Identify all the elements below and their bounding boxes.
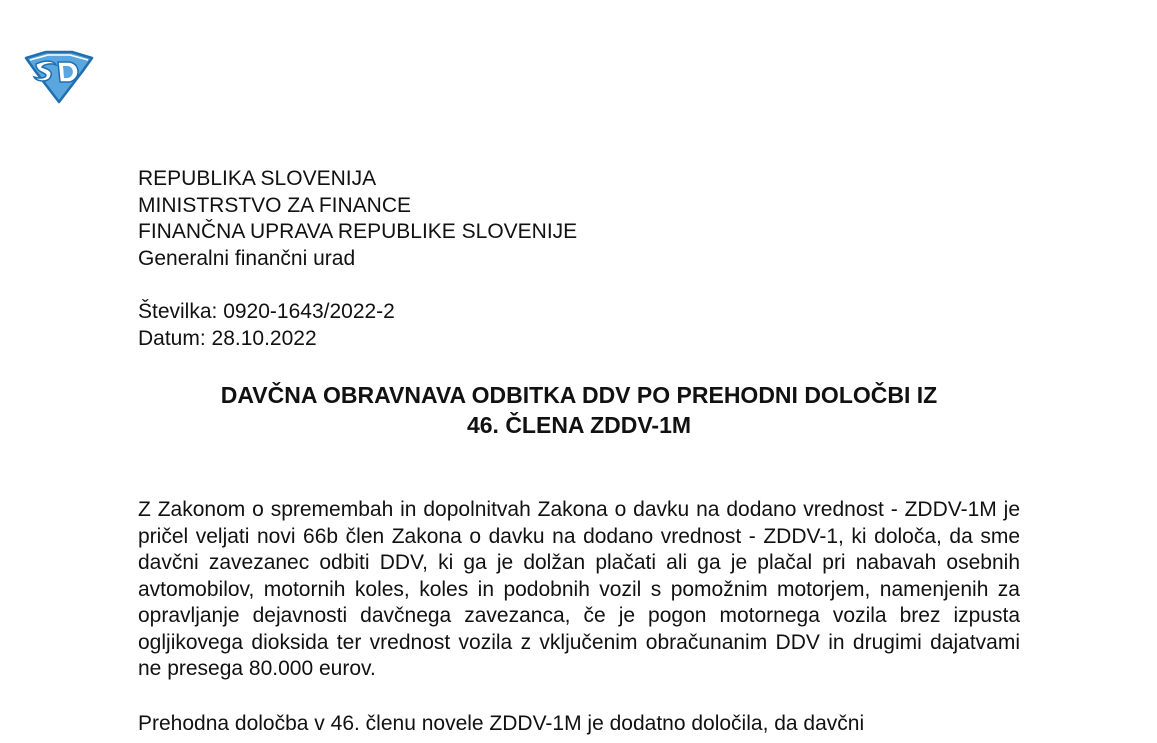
title-line-1: DAVČNA OBRAVNAVA ODBITKA DDV PO PREHODNI DOLOČBI IZ [220,382,938,408]
header-country: REPUBLIKA SLOVENIJA [138,167,377,190]
document-date: Datum: 28.10.2022 [138,326,317,350]
fu-logo-icon [22,48,96,104]
header-administration: FINANČNA UPRAVA REPUBLIKE SLOVENIJE [138,220,578,243]
title-line-2: 46. ČLENA ZDDV-1M [466,412,692,438]
institution-header [138,166,838,272]
body-paragraph-1: Z Zakonom o spremembah in dopolnitvah Zakona o davku na dodano vrednost - ZDDV-1M je pričel veljati novi 66b člen Zakona o davku na dodano vrednost - ZDDV-1, ki določa, da sme davčni zavezanec odbiti DDV, ki ga je dolžan plačati ali ga je plačal pri nabavah osebnih avtomobilov, motornih koles, koles in podobnih vozil s pomožnim motorjem, namenjenih za opravljanje dejavnosti davčnega zavezanca, če je pogon motornega vozila brez izpusta ogljikovega dioksida ter vrednost vozila z vključenim obračunanim DDV in drugimi dajatvami ne presega 80.000 eurov. [138,498,1020,680]
body-paragraph-2: Prehodna določba v 46. členu novele ZDDV-1M je dodatno določila, da davčni [138,712,865,735]
header-ministry: MINISTRSTVO ZA FINANCE [138,193,412,217]
document-meta [138,299,838,352]
header-office: Generalni finančni urad [138,246,356,270]
document-title [138,380,1020,440]
document-number: Številka: 0920-1643/2022-2 [138,300,395,323]
